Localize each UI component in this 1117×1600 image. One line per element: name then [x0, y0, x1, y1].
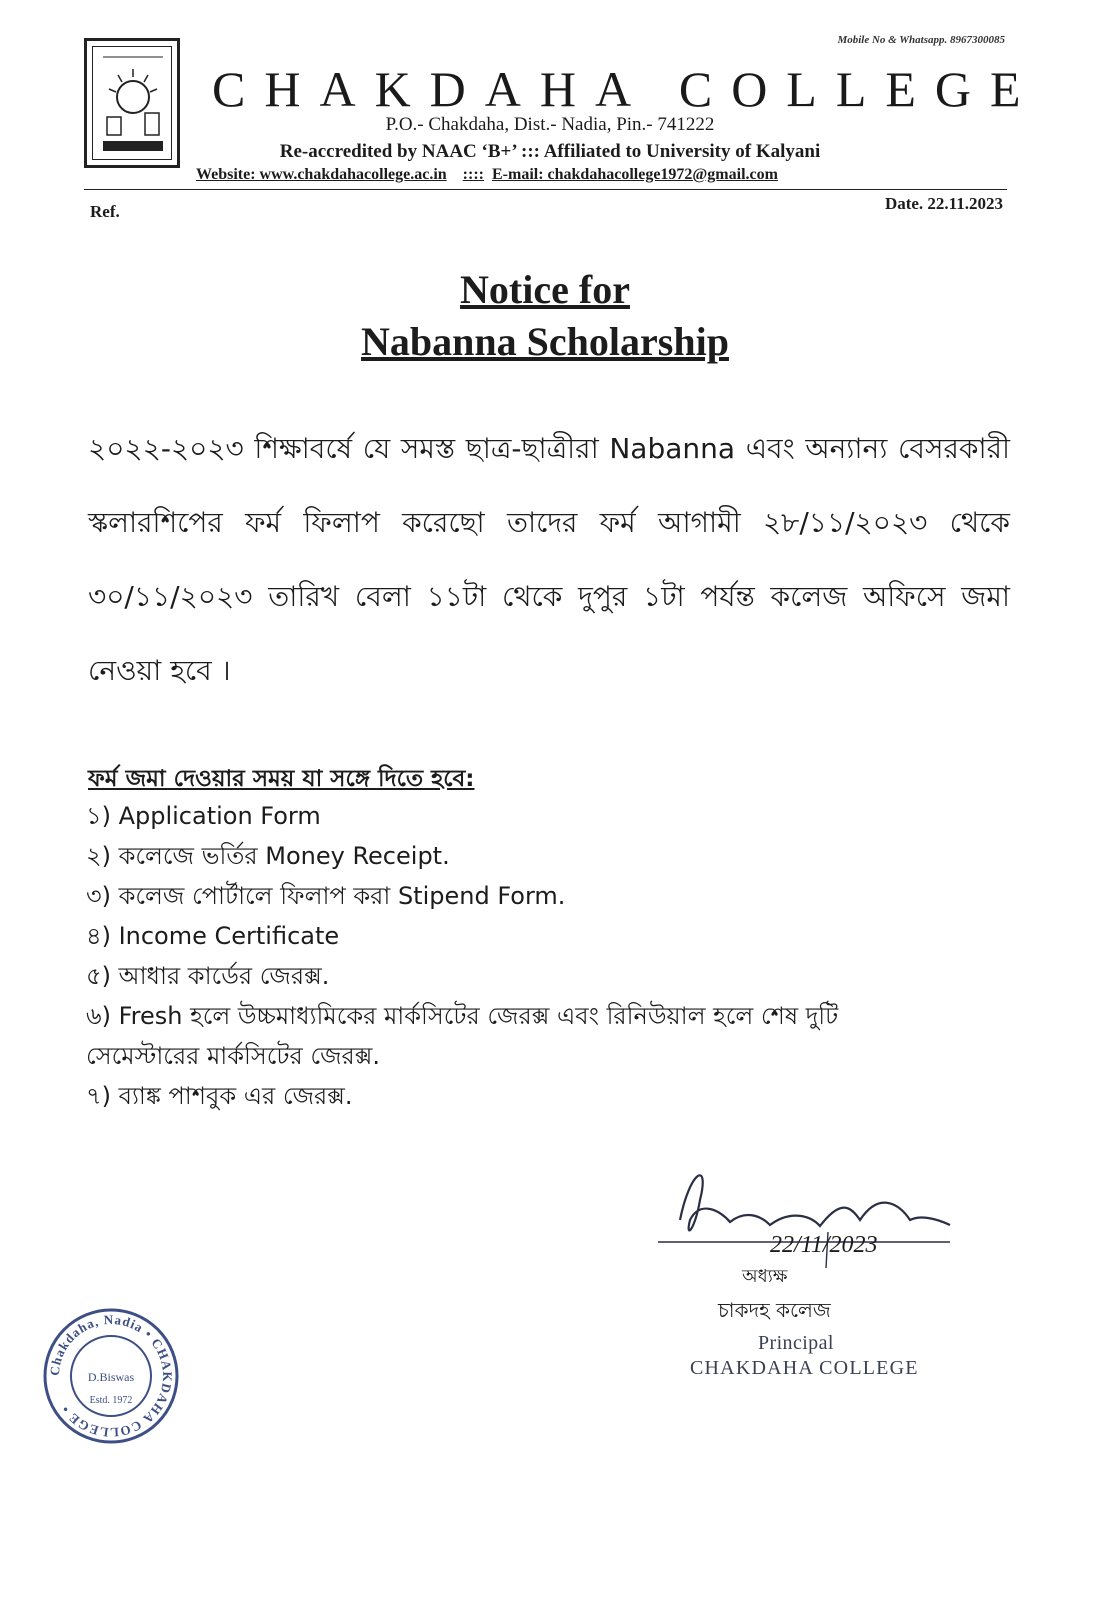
- contact-line: [196, 166, 778, 184]
- notice-title-line2: Nabanna Scholarship: [361, 319, 729, 364]
- accreditation-line: Re-accredited by NAAC ‘B+’ ::: Affiliated to University of Kalyani: [279, 141, 821, 162]
- header-divider: [84, 189, 1007, 190]
- list-item: ৬) Fresh হলে উচ্চমাধ্যমিকের মার্কসিটের জেরক্স এবং রিনিউয়াল হলে শেষ দুটি: [86, 1002, 839, 1030]
- list-item: ৫) আধার কার্ডের জেরক্স.: [86, 962, 330, 990]
- college-emblem-icon: [93, 47, 173, 161]
- notice-body: ২০২২-২০২৩ শিক্ষাবর্ষে যে সমস্ত ছাত্র-ছাত্রীরা Nabanna এবং অন্যান্য বেসরকারী স্কলারশিপের ফর্ম ফিলাপ করেছো তাদের ফর্ম আগামী ২৮/১১/২০২৩ থেকে ৩০/১১/২০২৩ তারিখ বেলা ১১টা থেকে দুপুর ১টা পর্যন্ত কলেজ অফিসে জমা নেওয়া হবে ।: [88, 432, 1010, 687]
- college-name: CHAKDAHA COLLEGE: [212, 61, 1040, 117]
- principal-title: Principal: [758, 1332, 834, 1354]
- list-item-continuation: সেমেস্টারের মার্কসিটের জেরক্স.: [86, 1042, 381, 1070]
- signature-date: 22/11/2023: [770, 1232, 878, 1258]
- list-item: ৪) Income Certificate: [86, 922, 340, 950]
- list-item: ১) Application Form: [86, 802, 321, 830]
- principal-college: CHAKDAHA COLLEGE: [690, 1357, 919, 1379]
- seal-center-name: D.Biswas: [87, 1370, 135, 1384]
- principal-title-bn: অধ্যক্ষ: [742, 1266, 788, 1287]
- documents-list: [86, 796, 986, 1116]
- list-item: ৩) কলেজ পোর্টালে ফিলাপ করা Stipend Form.: [86, 882, 566, 910]
- website-link[interactable]: Website: www.chakdahacollege.ac.in: [196, 166, 447, 183]
- college-logo: [84, 38, 180, 168]
- mobile-number: Mobile No & Whatsapp. 8967300085: [837, 34, 1005, 46]
- notice-title-line1: Notice for: [460, 267, 630, 312]
- seal-estd: Estd. 1972: [89, 1395, 133, 1406]
- ref-label: Ref.: [90, 202, 120, 221]
- email-link[interactable]: E-mail: chakdahacollege1972@gmail.com: [491, 166, 778, 183]
- seal-ring-text: Chakdaha, Nadia • CHAKDAHA COLLEGE •: [46, 1311, 176, 1441]
- college-name-bn: চাকদহ কলেজ: [718, 1298, 831, 1322]
- list-item: ৭) ব্যাঙ্ক পাশবুক এর জেরক্স.: [86, 1082, 353, 1110]
- documents-heading: ফর্ম জমা দেওয়ার সময় যা সঙ্গে দিতে হবে:: [88, 766, 475, 792]
- list-item: ২) কলেজে ভর্তির Money Receipt.: [86, 842, 450, 870]
- notice-date: Date. 22.11.2023: [884, 194, 1003, 213]
- contact-separator: ::::: [462, 166, 484, 183]
- college-seal: [40, 1305, 182, 1447]
- college-address: P.O.- Chakdaha, Dist.- Nadia, Pin.- 741222: [385, 114, 715, 135]
